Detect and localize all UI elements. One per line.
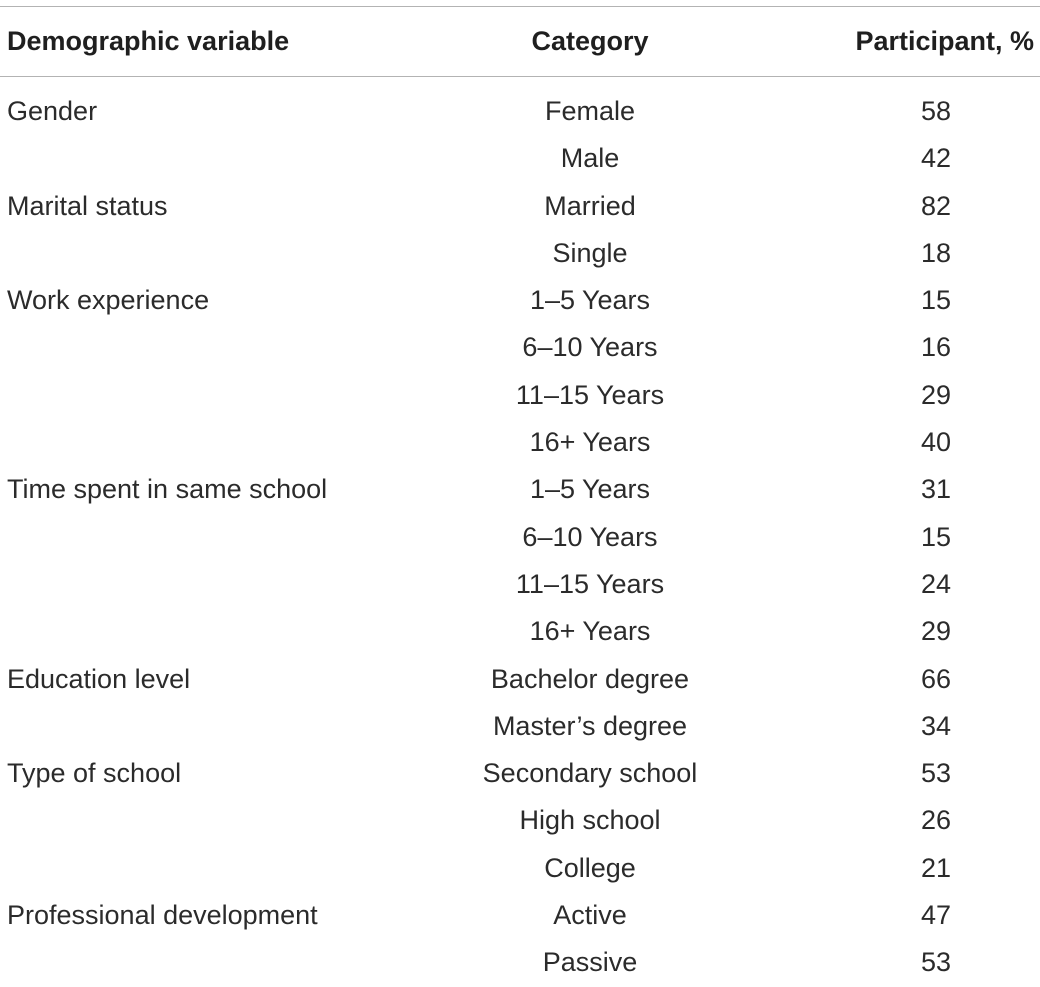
- table-row: [0, 561, 1040, 608]
- row-category: Master’s degree: [492, 710, 688, 741]
- row-variable: Type of school: [7, 758, 182, 789]
- row-category: Bachelor degree: [490, 663, 690, 694]
- row-percent: 53: [920, 947, 952, 978]
- header-category: Category: [531, 26, 649, 56]
- row-category: Passive: [542, 947, 638, 978]
- table-header-rule: [0, 76, 1040, 77]
- table-row: [0, 88, 1040, 135]
- row-percent: 29: [920, 379, 952, 410]
- table-row: [0, 372, 1040, 419]
- row-category: 11–15 Years: [515, 568, 665, 599]
- row-percent: 34: [920, 710, 952, 741]
- row-category: 6–10 Years: [522, 332, 658, 363]
- row-percent: 16: [920, 332, 952, 363]
- row-category: 1–5 Years: [529, 285, 651, 316]
- row-percent: 29: [920, 616, 952, 647]
- table-row: [0, 797, 1040, 844]
- row-category: 6–10 Years: [522, 521, 658, 552]
- table-row: [0, 703, 1040, 750]
- table-row: [0, 183, 1040, 230]
- table-row: [0, 608, 1040, 655]
- row-category: Secondary school: [482, 758, 698, 789]
- row-percent: 18: [920, 237, 952, 268]
- table-row: [0, 135, 1040, 182]
- table-row: [0, 892, 1040, 939]
- table-header: [0, 6, 1040, 76]
- row-percent: 24: [920, 568, 952, 599]
- row-variable: Work experience: [7, 285, 210, 316]
- header-participant-percent: Participant, %: [855, 26, 1034, 56]
- row-category: 1–5 Years: [529, 474, 651, 505]
- row-percent: 53: [920, 758, 952, 789]
- row-variable: Education level: [7, 663, 191, 694]
- row-category: Single: [552, 237, 628, 268]
- row-percent: 21: [920, 852, 952, 883]
- table-row: [0, 324, 1040, 371]
- row-category: Active: [553, 900, 627, 931]
- table-row: [0, 845, 1040, 892]
- table-body: [0, 88, 1040, 987]
- table-row: [0, 656, 1040, 703]
- row-percent: 40: [920, 427, 952, 458]
- row-percent: 66: [920, 663, 952, 694]
- row-category: Male: [560, 143, 620, 174]
- row-variable: Professional development: [7, 900, 318, 931]
- row-percent: 15: [920, 521, 952, 552]
- row-category: Married: [544, 190, 636, 221]
- row-variable: Marital status: [7, 190, 168, 221]
- table-row: [0, 514, 1040, 561]
- row-category: 16+ Years: [529, 616, 651, 647]
- row-percent: 82: [920, 190, 952, 221]
- header-demographic-variable: Demographic variable: [7, 26, 290, 56]
- row-percent: 15: [920, 285, 952, 316]
- table-row: [0, 230, 1040, 277]
- row-variable: Time spent in same school: [7, 474, 328, 505]
- row-category: Female: [544, 96, 636, 126]
- row-percent: 26: [920, 805, 952, 836]
- row-percent: 42: [920, 143, 952, 174]
- row-category: College: [544, 852, 636, 883]
- row-category: High school: [519, 805, 661, 836]
- row-percent: 58: [920, 96, 952, 126]
- row-variable: Gender: [7, 96, 98, 126]
- row-category: 16+ Years: [529, 427, 651, 458]
- table-row: [0, 466, 1040, 513]
- table-row: [0, 277, 1040, 324]
- row-percent: 47: [920, 900, 952, 931]
- table-row: [0, 750, 1040, 797]
- table-row: [0, 419, 1040, 466]
- row-category: 11–15 Years: [515, 379, 665, 410]
- row-percent: 31: [920, 474, 952, 505]
